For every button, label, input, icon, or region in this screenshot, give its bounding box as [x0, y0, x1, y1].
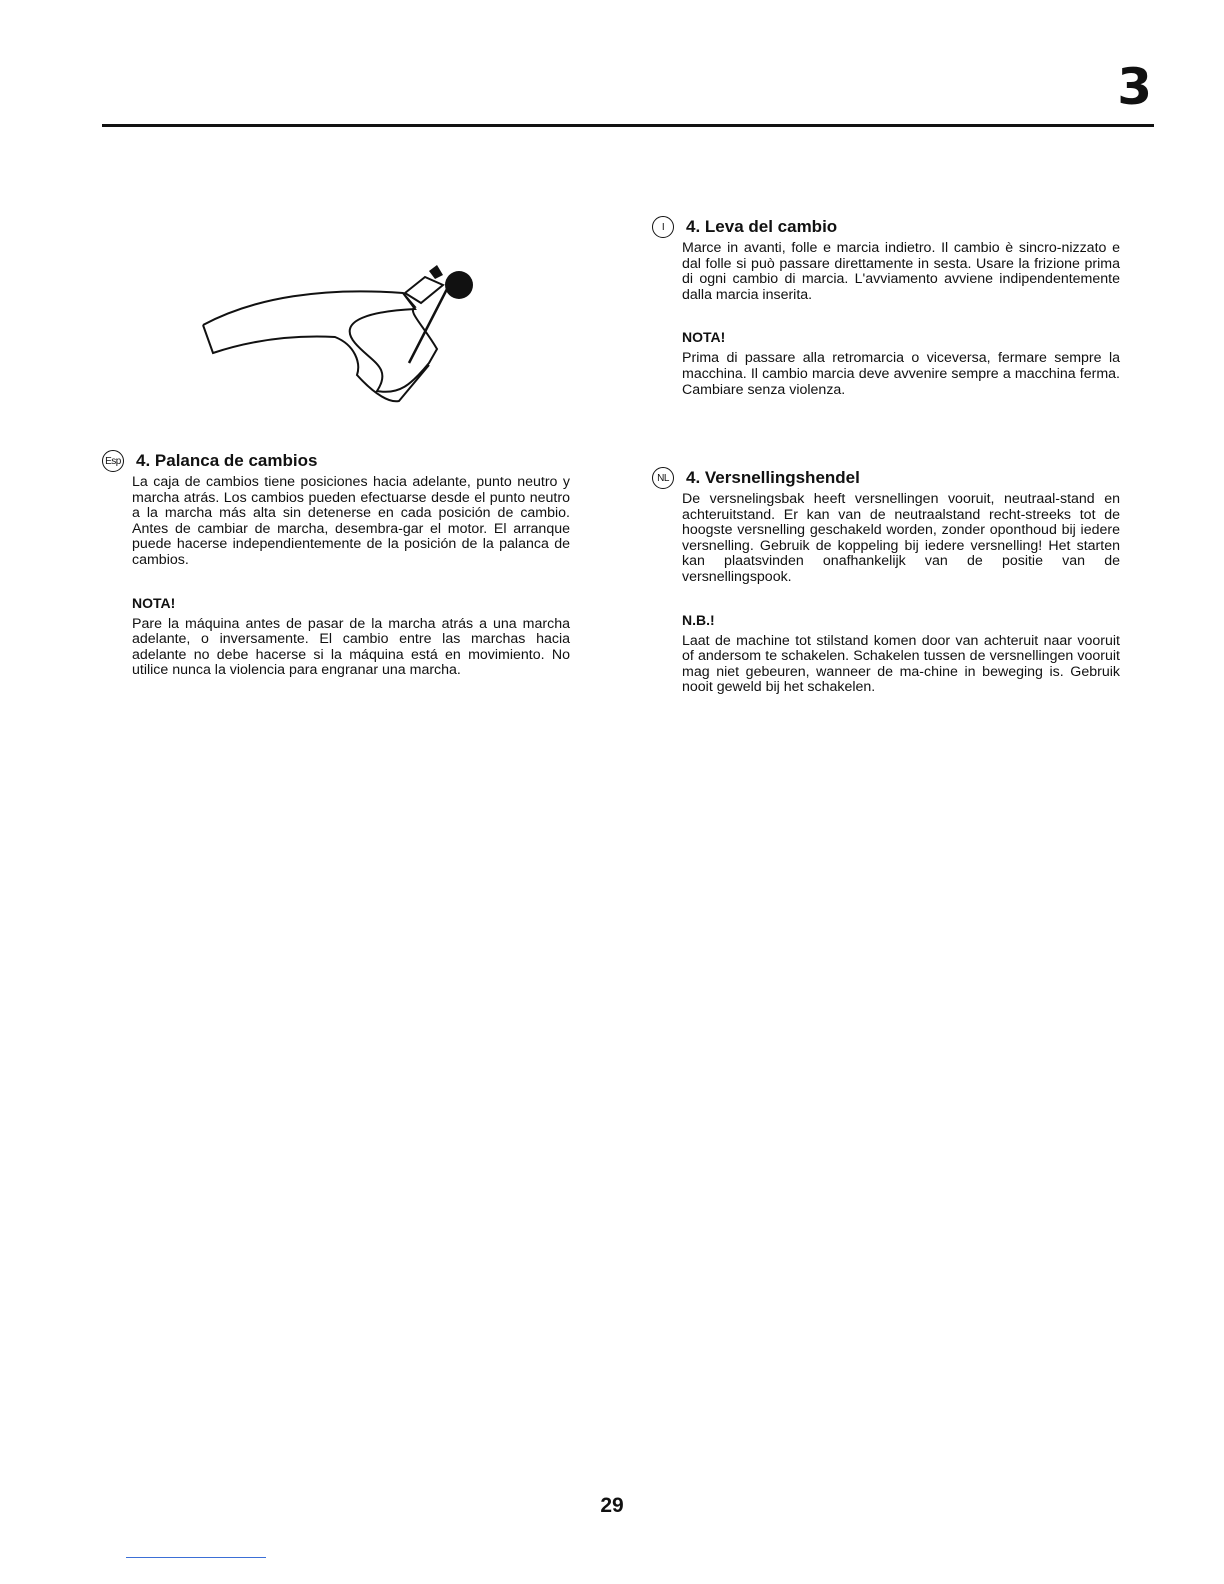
section-italian: [652, 216, 1120, 398]
lever-knob: [445, 271, 473, 299]
section-heading: [652, 216, 1120, 238]
section-spanish: [102, 450, 570, 679]
gear-lever-illustration: [185, 245, 485, 420]
section-body: De versnelingsbak heeft versnellingen vooruit, neutraal-stand en achteruitstand. Er kan van de neutraalstand recht-streeks tot de hoogste versnelling geschakeld worden, zonder oponthoud bij iedere versnelling. Gebruik de koppeling bij iedere versnelling! Het starten kan plaatsvinden onafhankelijk van de positie van de versnellingspook.: [682, 491, 1120, 585]
section-heading: [102, 450, 570, 472]
page-number: 29: [600, 1494, 624, 1517]
note-title: N.B.!: [682, 611, 715, 628]
section-body: Marce in avanti, folle e marcia indietro. Il cambio è sincro-nizzato e dal folle si può passare direttamente in sesta. Usare la frizione prima di ogni cambio di marcia. L'avviamento avviene indipendentemente dalla marcia inserita.: [682, 240, 1120, 303]
section-title: 4. Palanca de cambios: [136, 451, 318, 470]
note-title: NOTA!: [132, 594, 176, 611]
header-rule: [102, 124, 1154, 127]
gear-slot-outline: [203, 291, 437, 392]
note-body: Prima di passare alla retromarcia o viceversa, fermare sempre la macchina. Il cambio marcia deve avvenire sempre a macchina ferma. Cambiare senza violenza.: [682, 350, 1120, 398]
note-body: Laat de machine tot stilstand komen door van achteruit naar vooruit of andersom te schakelen. Schakelen tussen de versnellingen vooruit mag niet gebeuren, wanneer de ma-chine in beweging is. Gebruik nooit geweld bij het schakelen.: [682, 632, 1120, 696]
language-badge: Esp: [102, 450, 124, 472]
section-heading: [652, 467, 1120, 489]
section-title: 4. Leva del cambio: [686, 217, 838, 236]
section-body: La caja de cambios tiene posiciones hacia adelante, punto neutro y marcha atrás. Los cambios pueden efectuarse desde el punto neutro a la marcha más alta sin detenerse en cada posición de cambio. Antes de cambiar de marcha, desembra-gar el motor. El arranque puede hacerse independientemente de la posición de la palanca de cambios.: [132, 474, 570, 568]
language-badge: NL: [652, 467, 674, 489]
section-title: 4. Versnellingshendel: [686, 468, 860, 487]
section-dutch: [652, 467, 1120, 696]
footer-line: [126, 1557, 266, 1558]
note-body: Pare la máquina antes de pasar de la marcha atrás a una marcha adelante, o inversamente. El cambio entre las marchas hacia adelante no debe hacerse si la máquina está en movimiento. No utilice nunca la violencia para engranar una marcha.: [132, 615, 570, 679]
note-title: NOTA!: [682, 329, 726, 346]
chapter-number: 3: [1117, 58, 1152, 116]
language-badge: I: [652, 216, 674, 238]
